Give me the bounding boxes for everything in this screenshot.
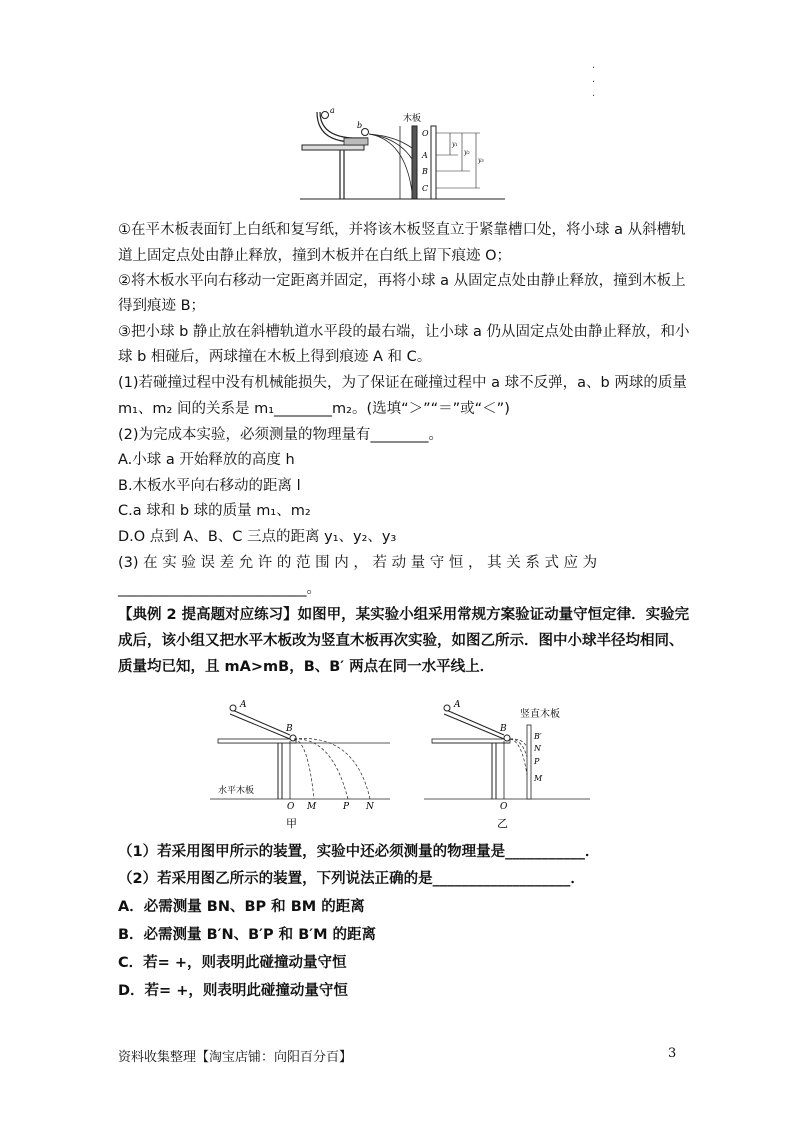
q2-option-a: A.小球 a 开始释放的高度 h [118, 452, 295, 468]
fig1-dim-y2: y₂ [464, 149, 470, 156]
fig1-board-label: 木板 [403, 114, 422, 124]
page-number: 3 [668, 1046, 677, 1061]
fig1-pt-O: O [422, 129, 429, 138]
step-line-1: ①在平木板表面钉上白纸和复写纸，并将该木板竖直立于紧靠槽口处，将小球 a 从斜槽轨 [118, 222, 686, 238]
q1-line-1: (1)若碰撞过程中没有机械能损失，为了保证在碰撞过程中 a 球不反弹，a、b 两球的质量 [118, 375, 687, 391]
step-line-5: ③把小球 b 静止放在斜槽轨道水平段的最右端，让小球 a 仍从固定点处由静止释放，和小 [118, 324, 690, 340]
example2-line-3: 质量均已知，且 mA>mB，B、B′ 两点在同一水平线上． [118, 659, 495, 675]
fig2-left-pt-M: M [307, 802, 317, 812]
fig2-right-caption: 乙 [497, 817, 508, 830]
fig2-right-pt-Bprime: B′ [534, 732, 542, 741]
fig2-left-pt-N: N [366, 802, 374, 812]
q2-option-d: D.O 点到 A、B、C 三点的距离 y₁、y₂、y₃ [118, 529, 397, 545]
q3-line-2: __________________________。 [118, 581, 321, 597]
fig1-pt-B: B [422, 167, 428, 176]
fig1-pt-C: C [422, 184, 429, 193]
step-line-3: ②将木板水平向右移动一定距离并固定，再将小球 a 从固定点处由静止释放，撞到木板上 [118, 273, 686, 289]
figure-2-diagram [210, 695, 590, 835]
fig2-left-pt-P: P [343, 802, 350, 812]
fig2-left-pt-O: O [287, 802, 295, 812]
fig1-dim-y1: y₁ [452, 141, 458, 148]
fig2-left-pt-B: B [286, 724, 293, 734]
example2-q2: （2）若采用图乙所示的装置，下列说法正确的是___________________． [118, 871, 585, 887]
fig2-left-board-label: 水平木板 [218, 786, 255, 796]
fig2-right-pt-N: N [534, 744, 541, 753]
corner-dots: · · · [592, 63, 596, 102]
fig2-left-pt-A: A [240, 700, 247, 710]
example2-option-d: D．若= +，则表明此碰撞动量守恒 [118, 983, 348, 999]
example2-line-2: 成后，该小组又把水平木板改为竖直木板再次实验，如图乙所示．图中小球半径均相同、 [118, 633, 684, 649]
fig2-right-pt-A: A [454, 700, 461, 710]
q2-option-b: B.木板水平向右移动的距离 l [118, 478, 301, 494]
footer-source: 资料收集整理【淘宝店铺：向阳百分百】 [118, 1050, 353, 1065]
step-line-6: 球 b 相碰后，两球撞在木板上得到痕迹 A 和 C。 [118, 349, 432, 365]
figure-1-diagram [300, 104, 505, 204]
fig2-right-pt-M: M [534, 774, 543, 783]
example2-option-a: A．必需测量 BN、BP 和 BM 的距离 [118, 899, 365, 915]
example2-q1: （1）若采用图甲所示的装置，实验中还必须测量的物理量是___________． [118, 844, 600, 860]
q2-option-c: C.a 球和 b 球的质量 m₁、m₂ [118, 503, 311, 519]
fig1-ball-b-label: b [357, 121, 363, 130]
fig1-ball-a-label: a [330, 106, 335, 115]
fig2-right-pt-B: B [500, 724, 507, 734]
q1-line-2: m₁、m₂ 间的关系是 m₁________m₂。(选填“＞”“＝”或“＜”) [118, 401, 510, 417]
fig2-right-board-label: 竖直木板 [520, 709, 560, 720]
fig1-pt-A: A [422, 151, 428, 160]
fig2-right-pt-P: P [534, 757, 540, 766]
q2-stem: (2)为完成本实验，必须测量的物理量有________。 [118, 427, 444, 443]
step-line-2: 道上固定点处由静止释放，撞到木板并在白纸上留下痕迹 O； [118, 248, 512, 264]
fig2-right-pt-O: O [500, 802, 508, 812]
step-line-4: 得到痕迹 B； [118, 298, 206, 314]
example2-option-c: C．若= +，则表明此碰撞动量守恒 [118, 955, 347, 971]
fig2-left-caption: 甲 [286, 817, 297, 830]
fig1-dim-y3: y₃ [478, 157, 484, 164]
example2-option-b: B．必需测量 B′N、B′P 和 B′M 的距离 [118, 927, 377, 943]
example2-line-1: 【典例 2 提高题对应练习】如图甲，某实验小组采用常规方案验证动量守恒定律．实验完 [118, 607, 690, 623]
q3-line-1: (3) 在 实 验 误 差 允 许 的 范 围 内 ， 若 动 量 守 恒 ， 其 关 系 式 应 为 [118, 555, 598, 571]
